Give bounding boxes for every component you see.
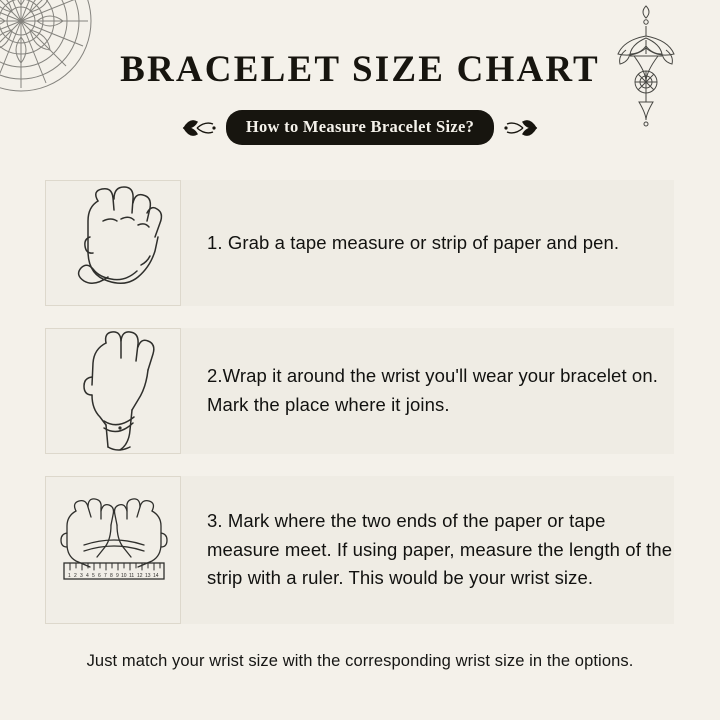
svg-text:11: 11 bbox=[129, 573, 135, 579]
hand-with-tape-around-wrist-illustration bbox=[45, 328, 181, 454]
svg-text:2: 2 bbox=[74, 573, 77, 579]
list-item bbox=[0, 328, 720, 454]
svg-text:3: 3 bbox=[80, 573, 83, 579]
svg-text:7: 7 bbox=[104, 573, 107, 579]
step-3-text: 3. Mark where the two ends of the paper or tape measure meet. If using paper, measure the length of the strip with a ruler. This would be your wrist size. bbox=[207, 509, 673, 589]
subtitle-pill: How to Measure Bracelet Size? bbox=[226, 110, 494, 145]
svg-text:9: 9 bbox=[116, 573, 119, 579]
svg-text:5: 5 bbox=[92, 573, 95, 579]
svg-text:1: 1 bbox=[68, 573, 71, 579]
svg-text:13: 13 bbox=[145, 573, 151, 579]
svg-text:14: 14 bbox=[153, 573, 159, 579]
svg-text:6: 6 bbox=[98, 573, 101, 579]
svg-text:8: 8 bbox=[110, 573, 113, 579]
svg-text:4: 4 bbox=[86, 573, 89, 579]
leaf-flourish-right-icon bbox=[504, 115, 538, 141]
step-2-text: 2.Wrap it around the wrist you'll wear your bracelet on. Mark the place where it joins. bbox=[207, 365, 658, 415]
leaf-flourish-left-icon bbox=[182, 115, 216, 141]
steps-list bbox=[0, 180, 720, 646]
page-title: BRACELET SIZE CHART bbox=[120, 49, 600, 90]
list-item bbox=[0, 476, 720, 624]
svg-text:12: 12 bbox=[137, 573, 143, 579]
list-item bbox=[0, 180, 720, 306]
footer-note: Just match your wrist size with the corresponding wrist size in the options. bbox=[86, 652, 634, 670]
svg-text:10: 10 bbox=[121, 573, 127, 579]
hands-measuring-strip-with-ruler-illustration bbox=[45, 476, 181, 624]
fist-with-tape-measure-illustration bbox=[45, 180, 181, 306]
subtitle-row bbox=[0, 110, 720, 145]
step-1-text: 1. Grab a tape measure or strip of paper and pen. bbox=[207, 231, 620, 253]
